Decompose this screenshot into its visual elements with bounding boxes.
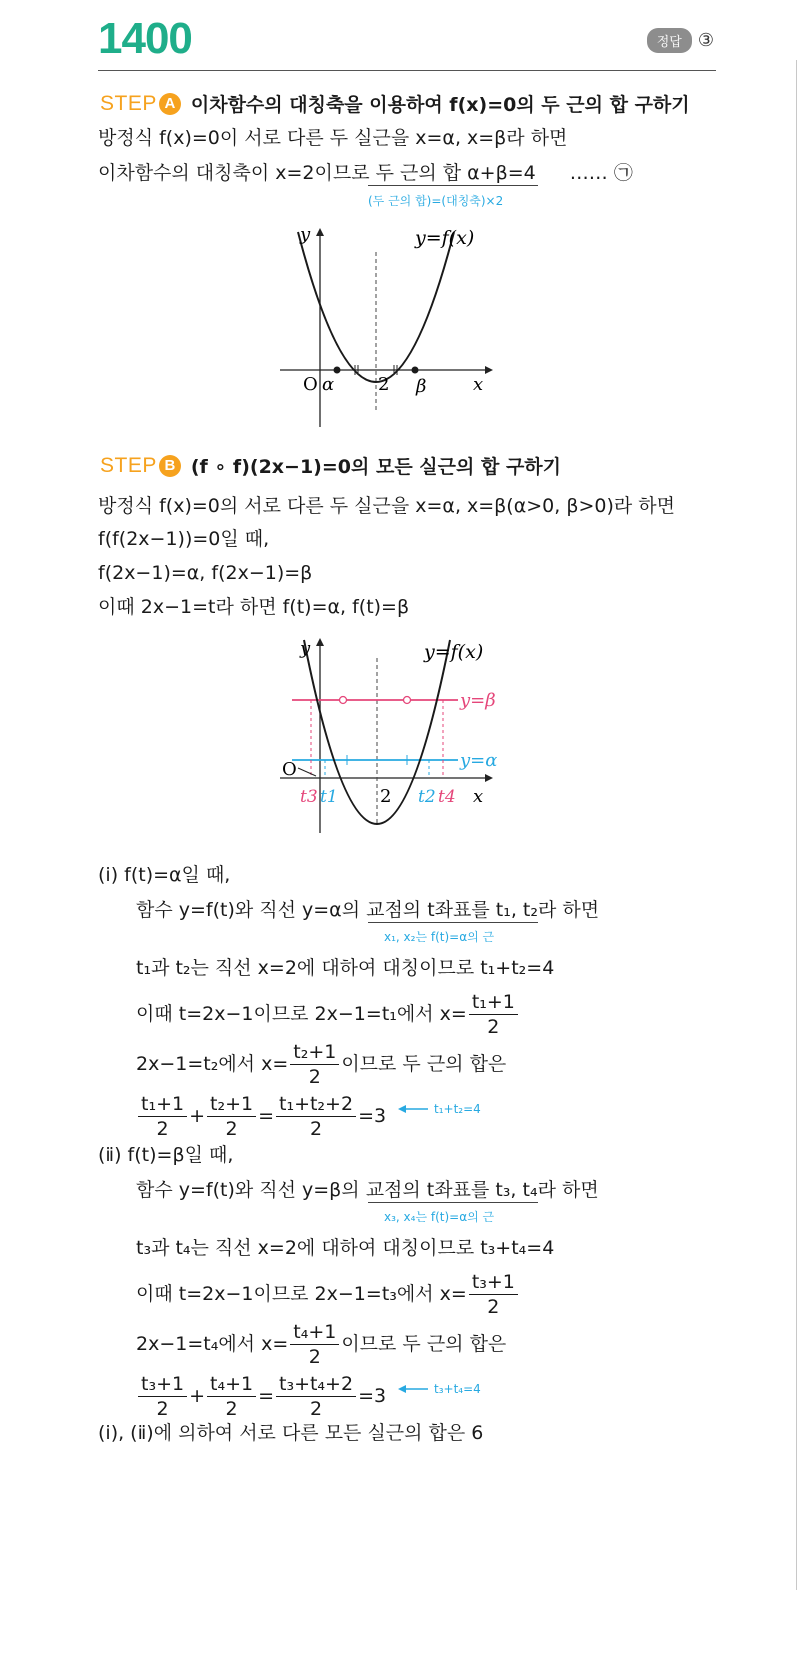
- case1-line3-num: t₁+1: [469, 990, 518, 1015]
- case2-line4-tail: 이므로 두 근의 합은: [341, 1333, 507, 1355]
- case1-sum-f3-den: 2: [309, 1118, 323, 1140]
- case1-sum-result: =3: [358, 1105, 387, 1127]
- step-a-note: (두 근의 합)=(대칭축)×2: [368, 194, 504, 208]
- case1-line3-den: 2: [487, 1016, 500, 1038]
- case1-line1: 함수 y=f(t)와 직선 y=α의 교점의 t좌표를 t₁, t₂라 하면: [136, 899, 600, 921]
- case2-line4-den: 2: [308, 1346, 321, 1368]
- graph-b-y-arrow: [316, 638, 324, 646]
- step-a-line1: 방정식 f(x)=0이 서로 다른 두 실근을 x=α, x=β라 하면: [98, 127, 568, 149]
- graph-b-beta-marker: [340, 697, 347, 704]
- graph-b-x-label: x: [473, 786, 484, 807]
- graph-b-t2-label: t2: [418, 787, 436, 807]
- case2-sum-result: =3: [358, 1385, 387, 1407]
- case1-line2: t₁과 t₂는 직선 x=2에 대하여 대칭이므로 t₁+t₂=4: [136, 957, 555, 979]
- graph-b-beta-line-label: y=β: [460, 690, 496, 711]
- case2-line4: [136, 1320, 506, 1369]
- answer-badge: 정답: [647, 28, 692, 53]
- graph-a-beta-point: [412, 367, 419, 374]
- case1-line4-den: 2: [308, 1066, 321, 1088]
- case1-line4-fraction: [290, 1040, 339, 1089]
- case2-sum: $\frac{\text{t₃+1}}{2}$ + $\frac{\text{t₄+1}}{2}$ = $\frac{\text{t₃+t₄+2}}{2}$ =3: [136, 1372, 386, 1421]
- graph-b-x-arrow: [485, 774, 493, 782]
- case1-heading: (ⅰ) f(t)=α일 때,: [98, 864, 231, 886]
- case2-line2: t₃과 t₄는 직선 x=2에 대하여 대칭이므로 t₃+t₄=4: [136, 1237, 555, 1259]
- case2-sum-fraction1: [138, 1372, 187, 1421]
- graph-a-y-arrow: [316, 228, 324, 236]
- graph-b-origin: O: [282, 759, 297, 780]
- conclusion: (ⅰ), (ⅱ)에 의하여 서로 다른 모든 실근의 합은 6: [98, 1422, 484, 1444]
- step-a-line2-text: 이차함수의 대칭축이 x=2이므로 두 근의 합 α+β=4: [98, 162, 536, 184]
- case1-line3: [136, 990, 520, 1039]
- case1-note: x₁, x₂는 f(t)=α의 근: [384, 930, 495, 944]
- header-divider: [98, 70, 716, 71]
- step-a-letter: A: [159, 93, 181, 115]
- graph-a-alpha-point: [334, 367, 341, 374]
- case1-sum-f2-den: 2: [225, 1118, 238, 1140]
- graph-b-t3-label: t3: [300, 787, 318, 807]
- graph-b-beta-marker: [404, 697, 411, 704]
- case1-sum: $\frac{\text{t₁+1}}{2}$ + $\frac{\text{t₂+1}}{2}$ = $\frac{\text{t₁+t₂+2}}{2}$ =3: [136, 1092, 386, 1141]
- page-edge-rule: [796, 60, 797, 1590]
- case1-sum-fraction2: [207, 1092, 256, 1141]
- case1-sum-note: t₁+t₂=4: [434, 1102, 481, 1116]
- case2-arrow-icon: [398, 1384, 430, 1394]
- case1-arrow-icon: [398, 1104, 430, 1114]
- step-b-line4: 이때 2x−1=t라 하면 f(t)=α, f(t)=β: [98, 596, 410, 618]
- case2-underline: [368, 1202, 538, 1203]
- case1-line3-fraction: [469, 990, 518, 1039]
- graph-b-y-label: y: [300, 638, 311, 659]
- case2-sum-f3-num: t₃+t₄+2: [276, 1372, 356, 1397]
- answer-area: [647, 28, 714, 53]
- case2-line3-fraction: [469, 1270, 518, 1319]
- graph-b-t1-label: t1: [320, 787, 338, 807]
- graph-a: [270, 212, 510, 432]
- case2-line1: 함수 y=f(t)와 직선 y=β의 교점의 t좌표를 t₃, t₄라 하면: [136, 1179, 599, 1201]
- case1-line4: [136, 1040, 506, 1089]
- case1-line3-text: 이때 t=2x−1이므로 2x−1=t₁에서 x=: [136, 1003, 467, 1025]
- case2-sum-note: t₃+t₄=4: [434, 1382, 481, 1396]
- graph-a-curve-label: y=f(x): [415, 227, 475, 249]
- step-a-underline: [368, 185, 538, 186]
- step-a-line2-mark: …… ㉠: [569, 162, 633, 184]
- graph-b-curve-label: y=f(x): [424, 641, 484, 663]
- graph-a-two-label: 2: [378, 374, 390, 395]
- case2-line3-den: 2: [487, 1296, 500, 1318]
- case2-line3-text: 이때 t=2x−1이므로 2x−1=t₃에서 x=: [136, 1283, 467, 1305]
- case1-line4-text: 2x−1=t₂에서 x=: [136, 1053, 289, 1075]
- step-b-line1: 방정식 f(x)=0의 서로 다른 두 실근을 x=α, x=β(α>0, β>0)라 하면: [98, 495, 675, 517]
- case2-sum-f1-num: t₃+1: [138, 1372, 187, 1397]
- problem-number: 1400: [98, 14, 192, 63]
- step-b-word: STEP: [100, 453, 157, 477]
- case2-line4-text: 2x−1=t₄에서 x=: [136, 1333, 289, 1355]
- case2-sum-f1-den: 2: [156, 1398, 169, 1420]
- graph-b-origin-pointer: [298, 768, 316, 776]
- step-a-title: 이차함수의 대칭축을 이용하여 f(x)=0의 두 근의 합 구하기: [190, 94, 690, 116]
- case1-sum-f1-num: t₁+1: [138, 1092, 187, 1117]
- step-a-word: STEP: [100, 91, 157, 115]
- step-a-heading: [100, 90, 690, 117]
- case2-line3-num: t₃+1: [469, 1270, 518, 1295]
- case2-line3: [136, 1270, 520, 1319]
- case1-sum-f1-den: 2: [156, 1118, 169, 1140]
- step-b-line3: f(2x−1)=α, f(2x−1)=β: [98, 562, 313, 584]
- case1-line4-tail: 이므로 두 근의 합은: [341, 1053, 507, 1075]
- step-b-title: (f ∘ f)(2x−1)=0의 모든 실근의 합 구하기: [190, 456, 562, 478]
- case1-sum-fraction1: [138, 1092, 187, 1141]
- step-b-line2: f(f(2x−1))=0일 때,: [98, 528, 270, 550]
- graph-a-x-label: x: [473, 374, 484, 395]
- graph-b-t4-label: t4: [438, 787, 456, 807]
- step-b-letter: B: [159, 455, 181, 477]
- case1-sum-f3-num: t₁+t₂+2: [276, 1092, 356, 1117]
- case2-sum-f2-den: 2: [225, 1398, 238, 1420]
- case2-sum-fraction2: [207, 1372, 256, 1421]
- case1-line4-num: t₂+1: [290, 1040, 339, 1065]
- step-a-line2: [98, 160, 633, 186]
- case2-heading: (ⅱ) f(t)=β일 때,: [98, 1144, 234, 1166]
- case1-underline: [368, 922, 538, 923]
- graph-b-two-label: 2: [380, 786, 392, 807]
- case2-sum-f2-num: t₄+1: [207, 1372, 256, 1397]
- case2-sum-fraction3: [276, 1372, 356, 1421]
- graph-a-beta-label: β: [416, 376, 427, 397]
- graph-a-y-label: y: [300, 224, 311, 245]
- graph-a-origin: O: [303, 374, 318, 395]
- case1-sum-fraction3: [276, 1092, 356, 1141]
- case2-sum-f3-den: 2: [309, 1398, 323, 1420]
- case2-note: x₃, x₄는 f(t)=α의 근: [384, 1210, 495, 1224]
- graph-a-x-arrow: [485, 366, 493, 374]
- graph-b: [270, 628, 520, 838]
- step-b-heading: [100, 452, 561, 479]
- case1-sum-f2-num: t₂+1: [207, 1092, 256, 1117]
- graph-a-alpha-label: α: [322, 374, 335, 395]
- answer-value: ③: [697, 30, 714, 51]
- graph-b-alpha-line-label: y=α: [460, 750, 498, 771]
- case2-line4-fraction: [290, 1320, 339, 1369]
- case2-line4-num: t₄+1: [290, 1320, 339, 1345]
